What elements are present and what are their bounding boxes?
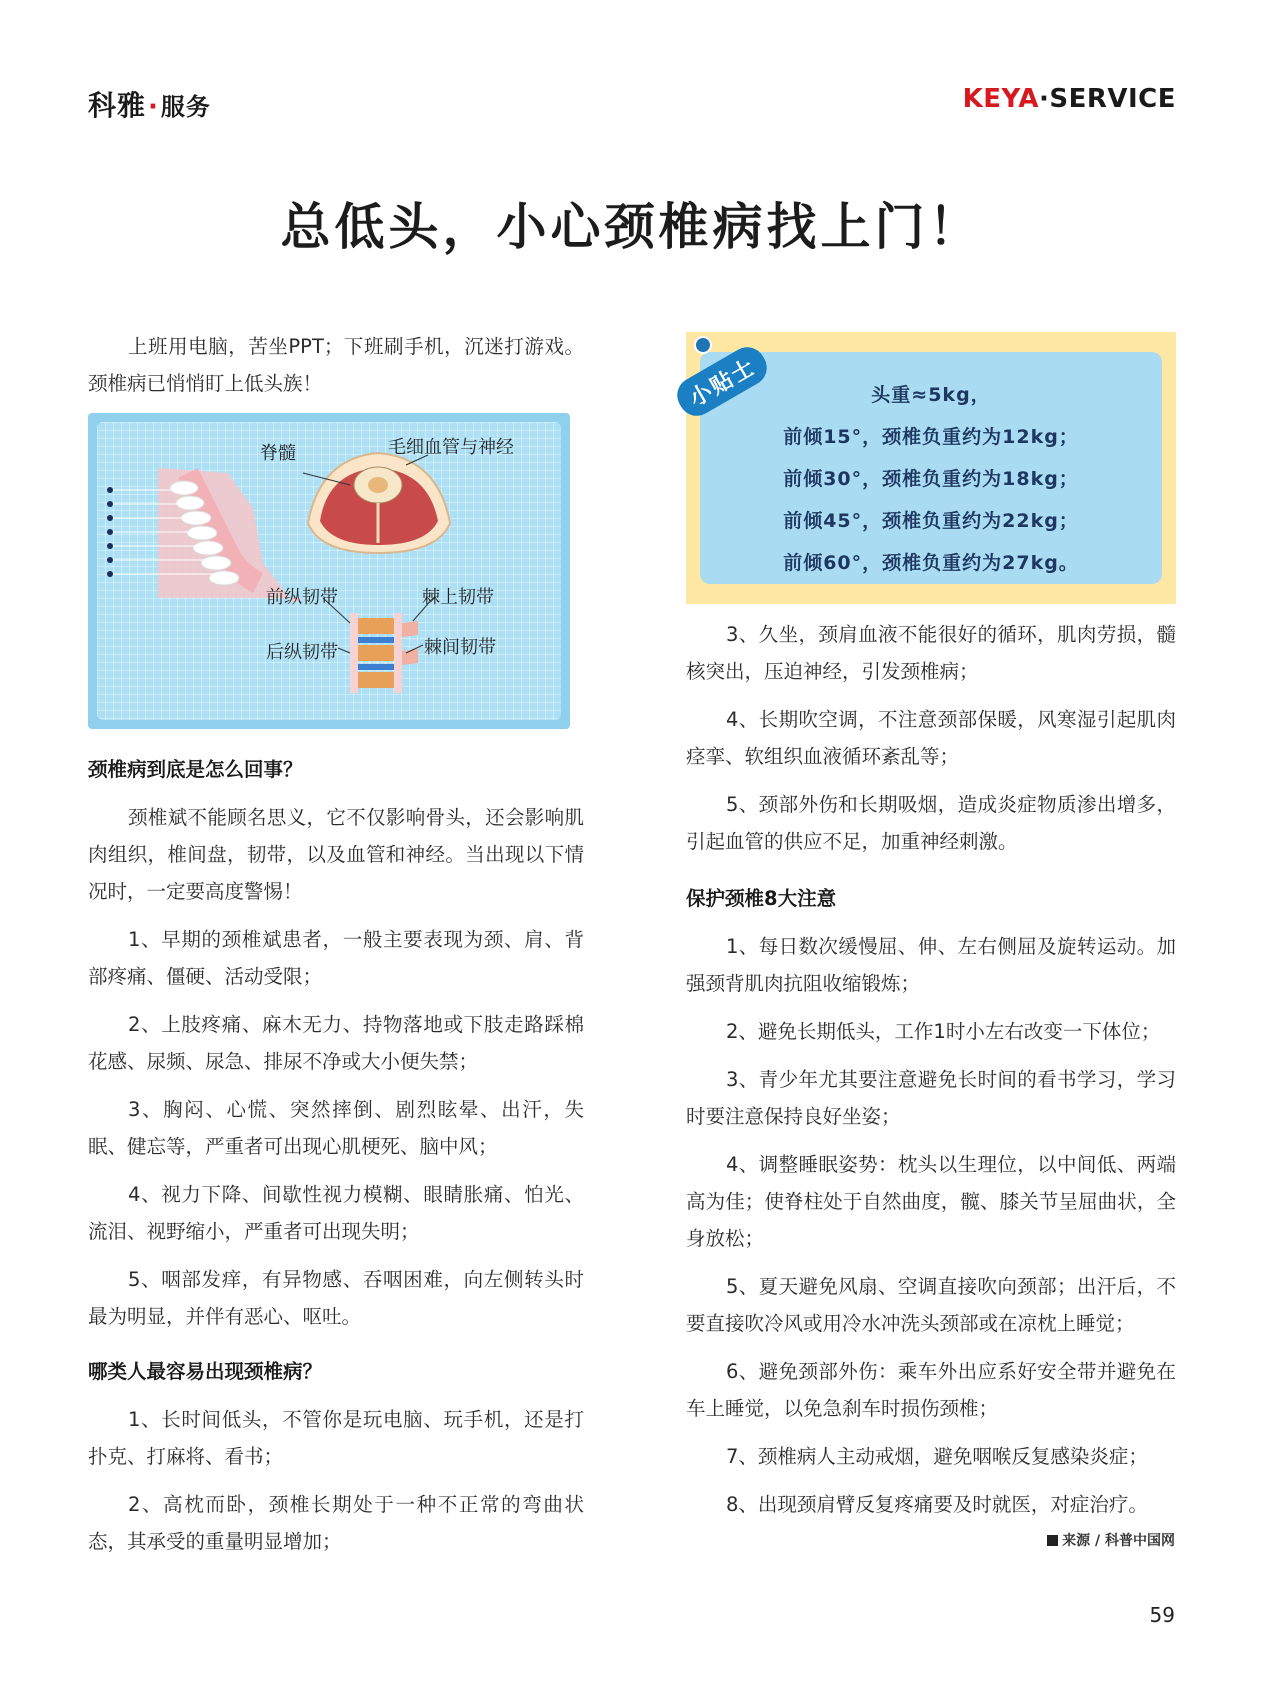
section3-paragraph: 3、青少年尤其要注意避免长时间的看书学习，学习时要注意保持良好坐姿； [686, 1068, 1176, 1128]
spine-illustration [88, 413, 570, 729]
section2-cont-paragraph: 3、久坐，颈肩血液不能很好的循环，肌肉劳损，髓核突出，压迫神经，引发颈椎病； [686, 623, 1176, 683]
left-column [88, 328, 584, 1571]
section3-paragraph: 1、每日数次缓慢屈、伸、左右侧屈及旋转运动。加强颈背肌肉抗阻收缩锻炼； [686, 935, 1176, 995]
square-bullet-icon [1047, 1535, 1058, 1546]
section-name-en: SERVICE [1049, 84, 1176, 114]
section1-paragraph: 4、视力下降、间歇性视力模糊、眼睛胀痛、怕光、流泪、视野缩小，严重者可出现失明； [88, 1183, 584, 1243]
tip-line: 前倾45°，颈椎负重约为22kg； [783, 510, 1079, 532]
header-right [963, 84, 1176, 114]
source-credit [1047, 1530, 1175, 1550]
tips-inner-panel [700, 352, 1162, 584]
section3-paragraph: 2、避免长期低头，工作1时小左右改变一下体位； [726, 1020, 1161, 1043]
section1-paragraph: 5、咽部发痒，有异物感、吞咽困难，向左侧转头时最为明显，并伴有恶心、呕吐。 [88, 1268, 584, 1328]
tip-line: 前倾30°，颈椎负重约为18kg； [783, 468, 1079, 490]
section2-paragraph: 2、高枕而卧，颈椎长期处于一种不正常的弯曲状态，其承受的重量明显增加； [88, 1493, 584, 1553]
section3-paragraph: 8、出现颈肩臂反复疼痛要及时就医，对症治疗。 [726, 1493, 1148, 1516]
header-dot-en: · [1038, 84, 1050, 114]
section3-paragraph: 5、夏天避免风扇、空调直接吹向颈部；出汗后，不要直接吹冷风或用冷水冲洗头颈部或在凉枕上睡觉； [686, 1275, 1176, 1335]
section2-paragraph: 1、长时间低头，不管你是玩电脑、玩手机，还是打扑克、打麻将、看书； [88, 1408, 584, 1468]
tips-tag: 小贴士 [671, 341, 774, 423]
spine-diagram-graphic [88, 413, 570, 729]
header-left [88, 84, 211, 124]
section3-paragraph: 4、调整睡眠姿势：枕头以生理位，以中间低、两端高为佳；使脊柱处于自然曲度，髋、膝关节呈屈曲状，全身放松； [686, 1153, 1176, 1250]
section-name-cn: 服务 [160, 93, 211, 121]
label-supraspinous-ligament: 棘上韧带 [422, 587, 494, 608]
label-spinal-cord: 脊髓 [260, 443, 296, 464]
right-column [686, 332, 1176, 1534]
label-capillaries-nerves: 毛细血管与神经 [388, 437, 514, 458]
intro-paragraph: 上班用电脑，苦坐PPT；下班刷手机，沉迷打游戏。颈椎病已悄悄盯上低头族！ [88, 335, 584, 395]
tip-line: 前倾15°，颈椎负重约为12kg； [783, 426, 1079, 448]
label-posterior-ligament: 后纵韧带 [266, 642, 338, 663]
source-text: 来源 / 科普中国网 [1062, 1533, 1175, 1549]
section3-heading: 保护颈椎8大注意 [686, 887, 837, 910]
section1-heading: 颈椎病到底是怎么回事？ [88, 758, 303, 781]
header-dot: · [148, 92, 159, 122]
tip-line: 前倾60°，颈椎负重约为27kg。 [783, 552, 1079, 574]
pin-icon [694, 336, 712, 354]
label-anterior-ligament: 前纵韧带 [266, 587, 338, 608]
section1-paragraph: 2、上肢疼痛、麻木无力、持物落地或下肢走路踩棉花感、尿频、尿急、排尿不净或大小便失禁； [88, 1013, 584, 1073]
page-number: 59 [1149, 1603, 1175, 1627]
section1-paragraph: 颈椎斌不能顾名思义，它不仅影响骨头，还会影响肌肉组织，椎间盘，韧带，以及血管和神经。当出现以下情况时，一定要高度警惕！ [88, 806, 584, 903]
section1-paragraph: 1、早期的颈椎斌患者，一般主要表现为颈、肩、背部疼痛、僵硬、活动受限； [88, 928, 584, 988]
brand-name-en: KEYA [962, 84, 1039, 114]
section2-cont-paragraph: 5、颈部外伤和长期吸烟，造成炎症物质渗出增多，引起血管的供应不足，加重神经刺激。 [686, 793, 1176, 853]
section3-paragraph: 6、避免颈部外伤：乘车外出应系好安全带并避免在车上睡觉，以免急刹车时损伤颈椎； [686, 1360, 1176, 1420]
section2-heading: 哪类人最容易出现颈椎病？ [88, 1360, 323, 1383]
article-title: 总低头，小心颈椎病找上门！ [280, 197, 983, 256]
brand-name-cn: 科雅 [88, 89, 147, 122]
section3-paragraph: 7、颈椎病人主动戒烟，避免咽喉反复感染炎症； [726, 1445, 1148, 1468]
label-interspinous-ligament: 棘间韧带 [424, 637, 496, 658]
section1-paragraph: 3、胸闷、心慌、突然摔倒、剧烈眩晕、出汗，失眠、健忘等，严重者可出现心肌梗死、脑中风； [88, 1098, 584, 1158]
tip-line: 头重≈5kg， [871, 384, 991, 406]
tips-box [686, 332, 1176, 604]
section2-cont-paragraph: 4、长期吹空调，不注意颈部保暖，风寒湿引起肌肉痉挛、软组织血液循环紊乱等； [686, 708, 1176, 768]
